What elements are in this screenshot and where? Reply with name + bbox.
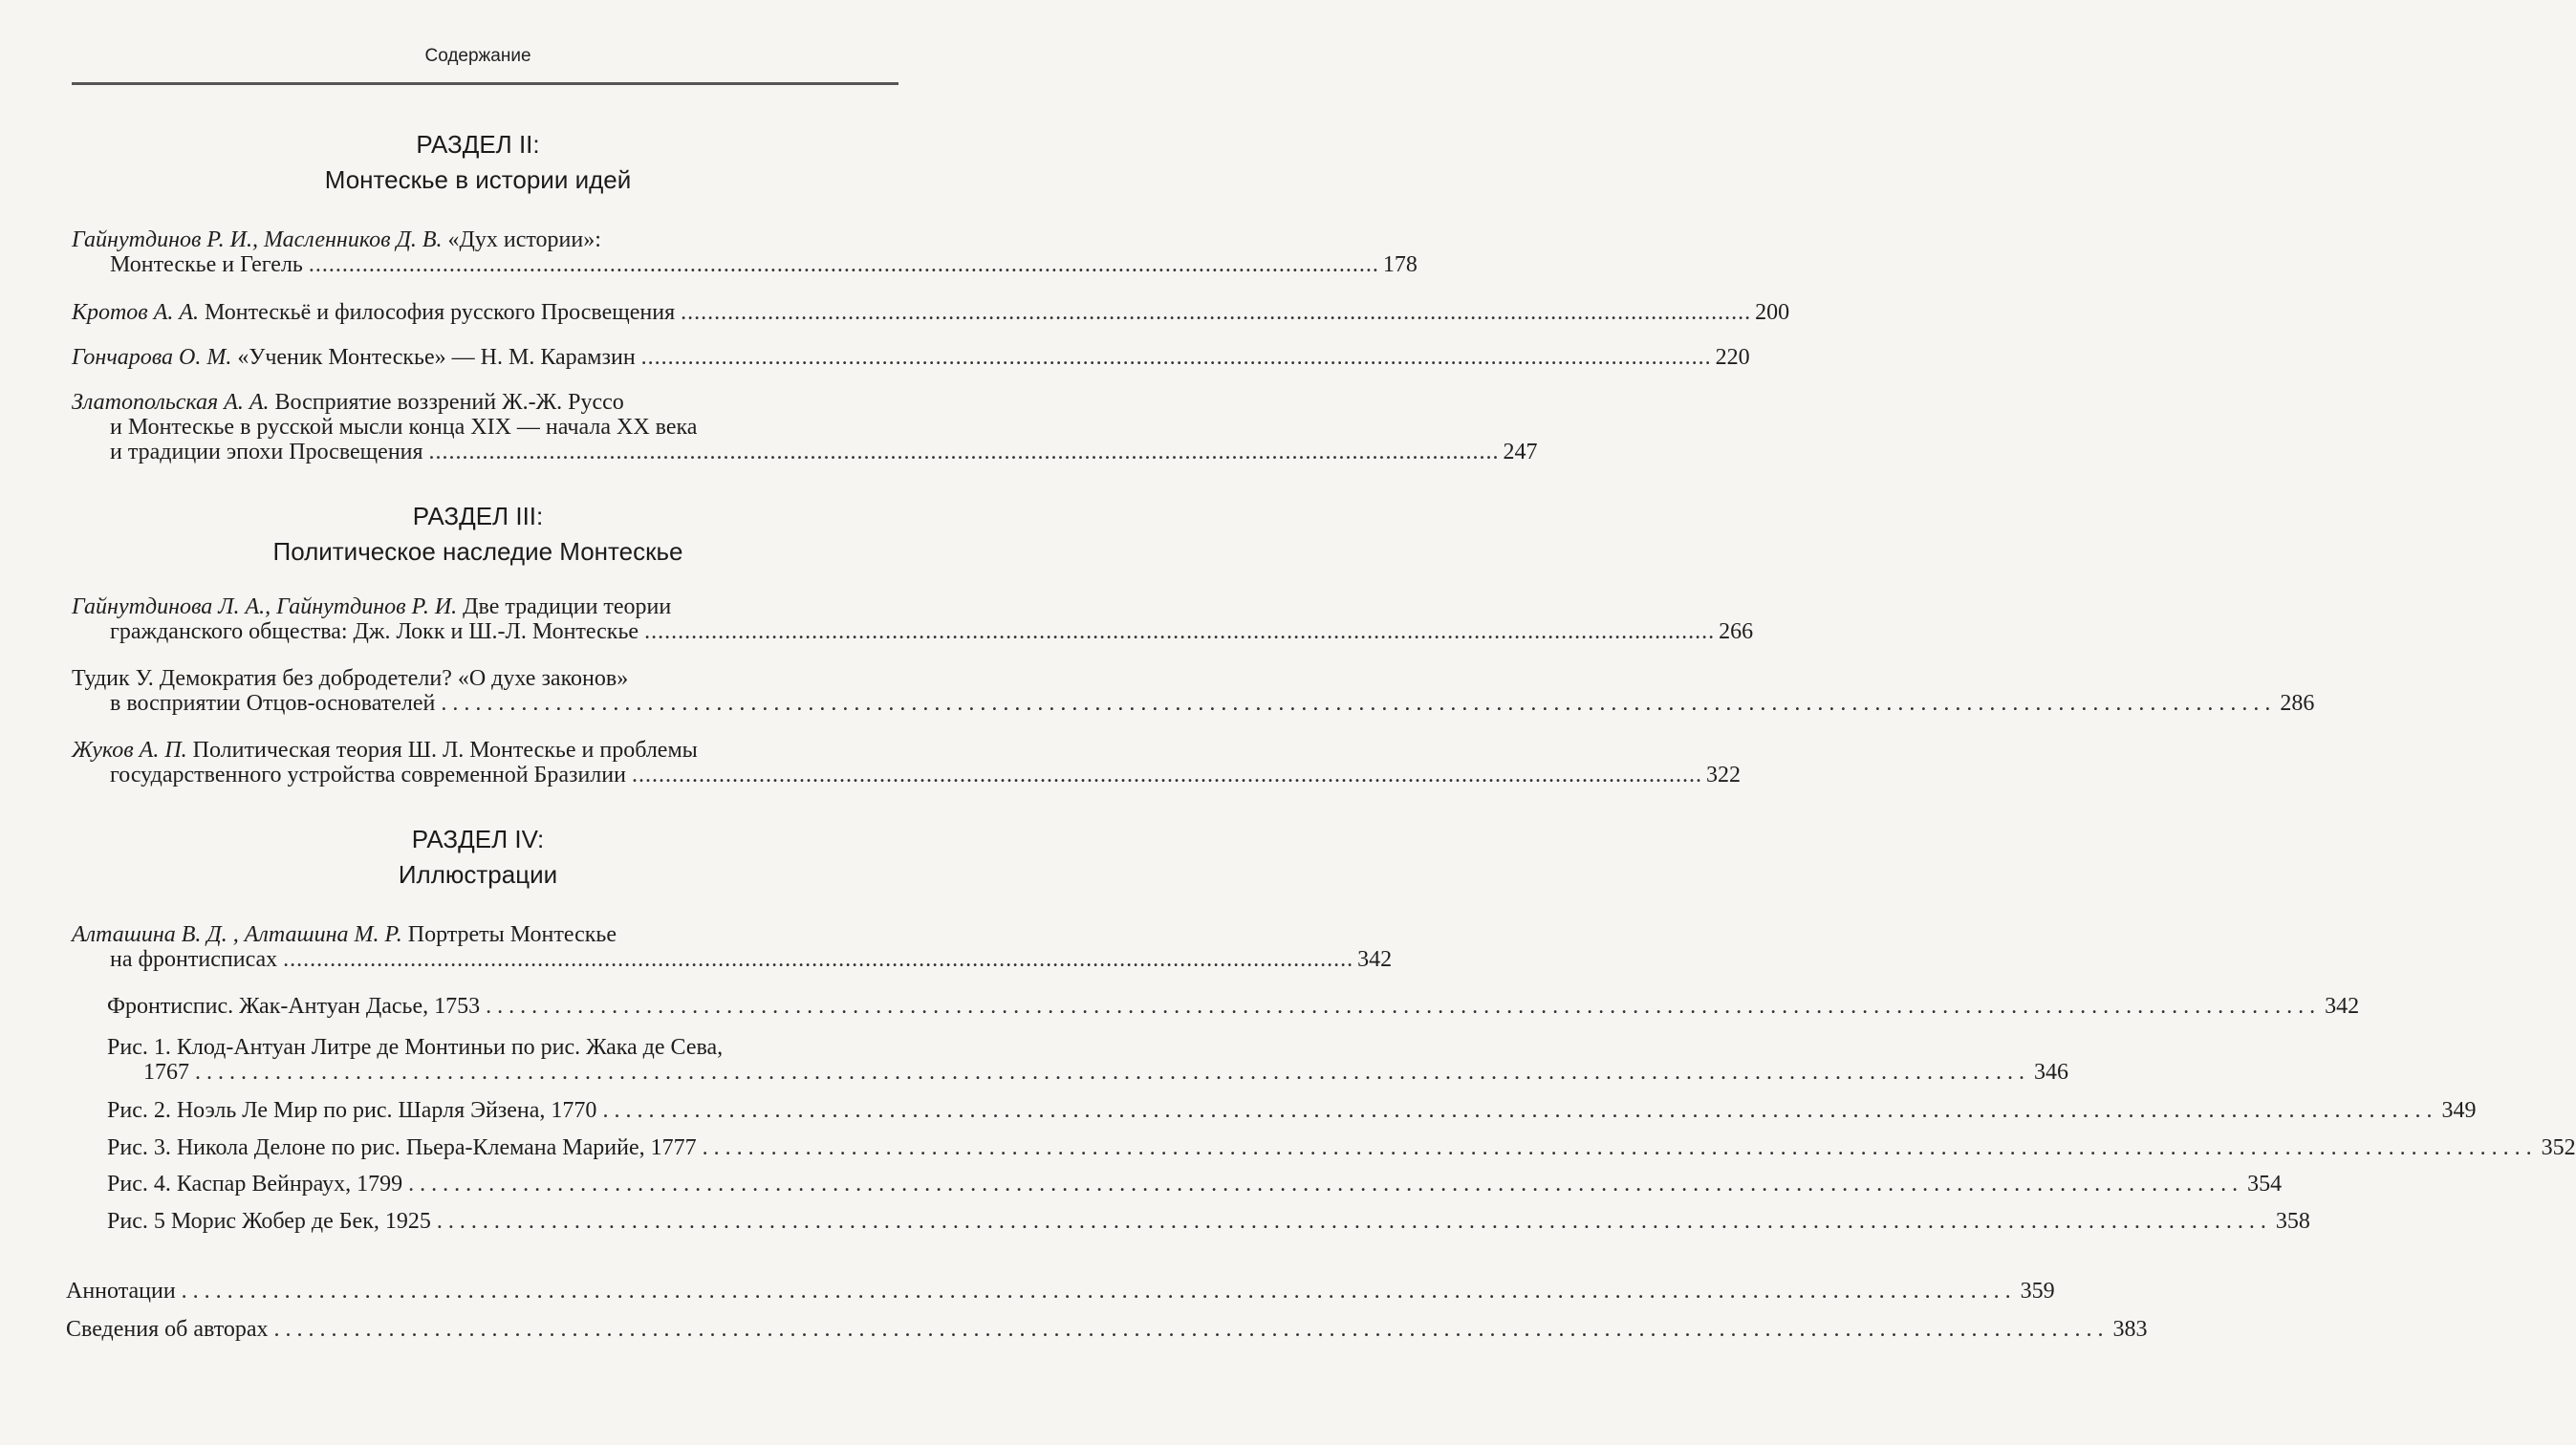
dot-leader: ................................................................................................................................................................	[408, 1172, 2244, 1197]
toc-entry[interactable]	[72, 594, 1754, 644]
page-number: 342	[2325, 994, 2360, 1019]
section-label: РАЗДЕЛ IV:	[411, 825, 545, 853]
dot-leader: ................................................................................................................................................................	[486, 994, 2322, 1019]
section-title: Политическое наследие Монтескье	[272, 537, 683, 566]
dot-leader: ................................................................................................................................................................	[195, 1060, 2030, 1085]
entry-title-line: Рис. 2. Ноэль Ле Мир по рис. Шарля Эйзена, 1770	[107, 1098, 597, 1123]
entry-author: Кротов А. А.	[72, 300, 200, 325]
entry-title-line: Монтескьё и философия русского Просвещения	[205, 300, 676, 325]
entry-author: Гайнутдинов Р. И., Масленников Д. В.	[72, 227, 443, 252]
page-number: 352	[2541, 1135, 2576, 1160]
entry-title-line: Портреты Монтескье	[407, 922, 617, 947]
section-title: Монтескье в истории идей	[324, 165, 632, 194]
header-rule	[72, 82, 898, 85]
page-number: 322	[1705, 763, 1741, 787]
entry-title-line: «Ученик Монтескье» — Н. М. Карамзин	[237, 345, 636, 370]
toc-entry[interactable]	[72, 227, 1418, 277]
dot-leader: ................................................................................................................................................................	[644, 619, 1716, 644]
dot-leader: ................................................................................................................................................................	[681, 300, 1752, 325]
toc-entry[interactable]	[72, 390, 1538, 464]
illustration-entry[interactable]	[107, 1098, 2477, 1123]
toc-entry[interactable]	[72, 738, 1741, 787]
illustration-entry[interactable]	[107, 1135, 2576, 1160]
entry-title-line: Монтескье и Гегель	[110, 252, 303, 277]
page-number: 200	[1755, 300, 1790, 325]
page-number: 286	[2280, 691, 2315, 716]
entry-author: Златопольская А. А.	[72, 390, 270, 415]
section-label: РАЗДЕЛ III:	[412, 502, 544, 530]
entry-title-line: Тудик У. Демократия без добродетели? «О духе законов»	[72, 666, 629, 691]
entry-title-line: Рис. 3. Никола Делоне по рис. Пьера-Клемана Марийе, 1777	[107, 1135, 697, 1160]
back-matter-entry[interactable]	[66, 1317, 2148, 1342]
toc-entry[interactable]	[72, 300, 1790, 325]
entry-title-line: государственного устройства современной Бразилии	[110, 763, 626, 787]
entry-title-line: Политическая теория Ш. Л. Монтескье и проблемы	[192, 738, 698, 763]
section-title: Иллюстрации	[398, 860, 558, 889]
entry-title-line: Сведения об авторах	[66, 1317, 269, 1342]
entry-title-line: и традиции эпохи Просвещения	[110, 440, 423, 464]
page-number: 346	[2034, 1060, 2068, 1085]
dot-leader: ................................................................................................................................................................	[702, 1135, 2538, 1160]
entry-title-line: и Монтескье в русской мысли конца XIX — начала XX века	[110, 415, 698, 440]
dot-leader: ................................................................................................................................................................	[181, 1279, 2017, 1304]
page-number: 266	[1719, 619, 1754, 644]
section-label: РАЗДЕЛ II:	[416, 130, 540, 159]
entry-title-line: в восприятии Отцов-основателей	[110, 691, 436, 716]
illustration-entry[interactable]	[107, 1035, 2068, 1085]
entry-title-line: на фронтисписах	[110, 947, 278, 972]
dot-leader: ................................................................................................................................................................	[283, 947, 1354, 972]
illustration-entry[interactable]	[107, 1209, 2310, 1234]
toc-entry[interactable]	[72, 666, 2315, 716]
page-number: 383	[2112, 1317, 2148, 1342]
entry-title-line: 1767	[143, 1060, 189, 1085]
dot-leader: ................................................................................................................................................................	[273, 1317, 2110, 1342]
dot-leader: ................................................................................................................................................................	[436, 1209, 2272, 1234]
page-number: 178	[1382, 252, 1418, 277]
page-number: 247	[1503, 440, 1538, 464]
toc-entry[interactable]	[72, 922, 1393, 972]
entry-title-line: Фронтиспис. Жак-Антуан Дасье, 1753	[107, 994, 481, 1019]
entry-title-line: Рис. 5 Морис Жобер де Бек, 1925	[107, 1209, 431, 1234]
page-number: 220	[1715, 345, 1750, 370]
entry-title-line: Рис. 1. Клод-Антуан Литре де Монтиньи по рис. Жака де Сева,	[107, 1035, 724, 1060]
running-head: Содержание	[424, 46, 531, 66]
dot-leader: ................................................................................................................................................................	[308, 252, 1379, 277]
entry-title-line: Две традиции теории	[463, 594, 672, 619]
dot-leader: ................................................................................................................................................................	[428, 440, 1500, 464]
dot-leader: ................................................................................................................................................................	[631, 763, 1702, 787]
dot-leader: ................................................................................................................................................................	[602, 1098, 2438, 1123]
dot-leader: ................................................................................................................................................................	[441, 691, 2277, 716]
entry-author: Жуков А. П.	[72, 738, 187, 763]
entry-title-line: Рис. 4. Каспар Вейнраух, 1799	[107, 1172, 403, 1197]
page-number: 354	[2247, 1172, 2283, 1197]
page-number: 349	[2441, 1098, 2477, 1123]
entry-title-line: гражданского общества: Дж. Локк и Ш.-Л. Монтескье	[110, 619, 639, 644]
page-number: 342	[1357, 947, 1393, 972]
entry-author: Гончарова О. М.	[72, 345, 232, 370]
entry-author: Гайнутдинова Л. А., Гайнутдинов Р. И.	[72, 594, 458, 619]
dot-leader: ................................................................................................................................................................	[640, 345, 1712, 370]
page-number: 359	[2020, 1279, 2055, 1304]
entry-title-line: Аннотации	[66, 1279, 176, 1304]
entry-title-line: Восприятие воззрений Ж.-Ж. Руссо	[274, 390, 624, 415]
illustration-entry[interactable]	[107, 994, 2360, 1019]
entry-author: Алташина В. Д. , Алташина М. Р.	[72, 922, 402, 947]
entry-title-line: «Дух истории»:	[447, 227, 601, 252]
page-number: 358	[2275, 1209, 2310, 1234]
illustration-entry[interactable]	[107, 1172, 2283, 1197]
toc-entry[interactable]	[72, 345, 1750, 370]
back-matter-entry[interactable]	[66, 1279, 2055, 1304]
